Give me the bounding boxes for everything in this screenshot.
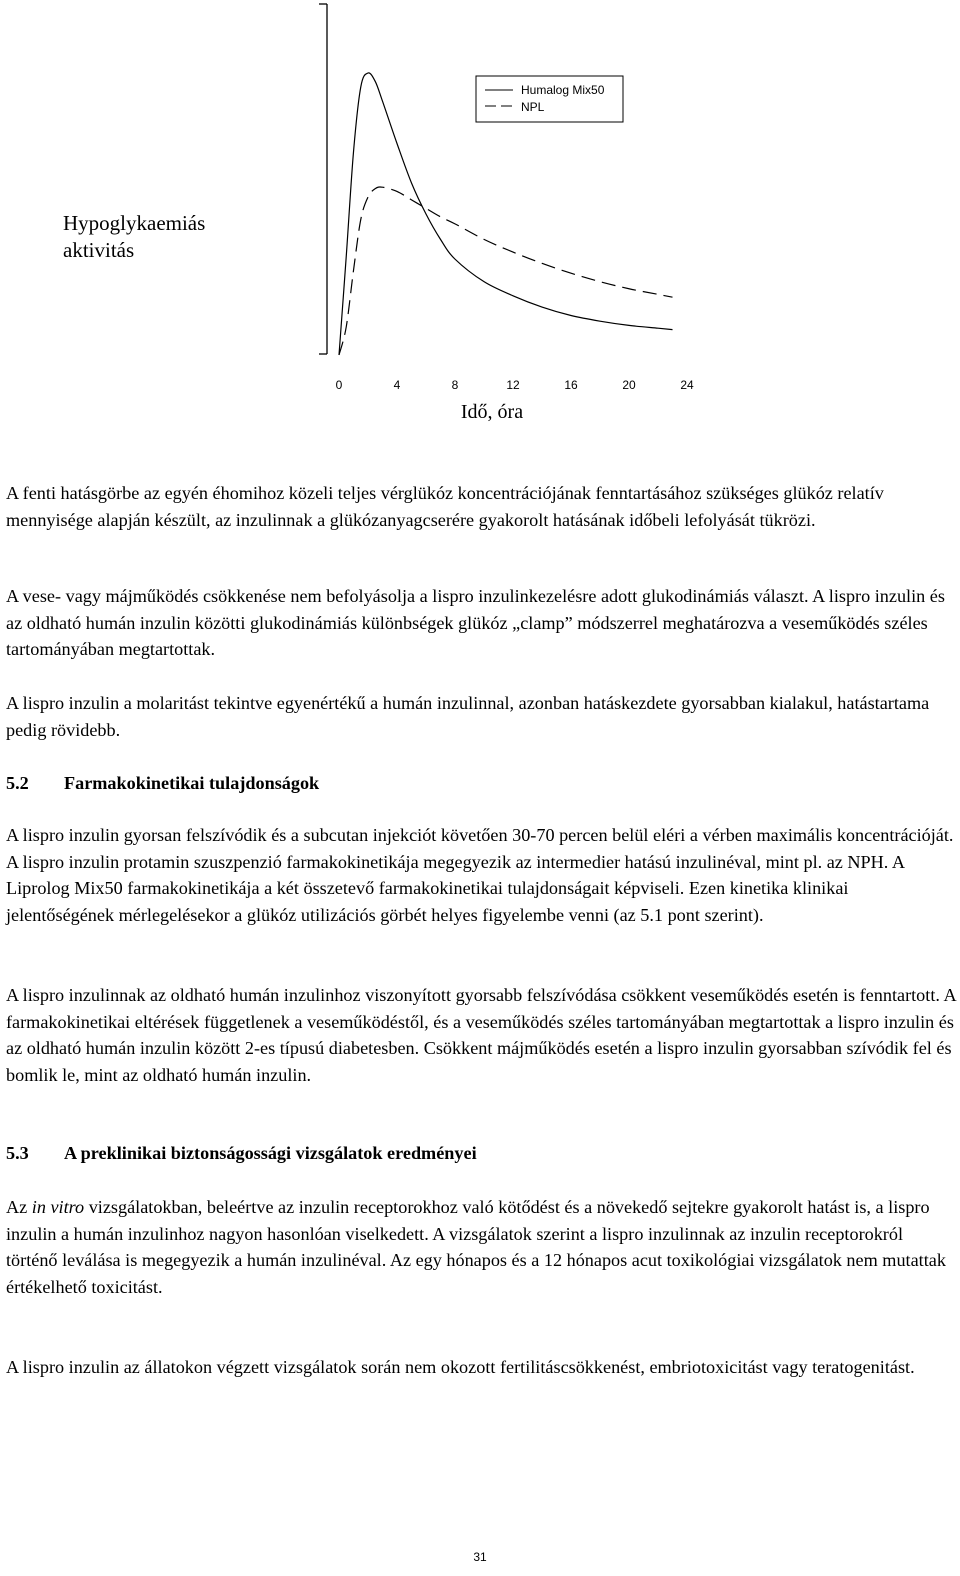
section-heading-5-3 <box>6 1140 477 1166</box>
activity-chart <box>0 0 960 440</box>
page-number: 31 <box>473 1550 487 1564</box>
section-heading-5-2 <box>6 770 319 796</box>
x-tick-label: 4 <box>393 378 401 392</box>
paragraph-6-rest: vizsgálatokban, beleértve az inzulin receptorokhoz való kötődést és a növekedő sejtekre gyakorolt hatást is, a lispro inzulin a humán inzulinhoz nagyon hasonlóan viselkedett. A vizsgálatok szerint a lispro inzulinnak az inzulin receptorokról történő leválása is megegyezik a humán inzulinéval. Az egy hónapos és a 12 hónapos acut toxikológiai vizsgálatok nem mutattak értékelhető toxicitást. <box>6 1197 946 1297</box>
paragraph-6-italic: in vitro <box>31 1197 85 1217</box>
x-tick-label: 12 <box>506 378 520 392</box>
section-title: A preklinikai biztonságossági vizsgálatok eredményei <box>64 1143 477 1163</box>
x-tick-label: 24 <box>680 378 694 392</box>
legend-label-npl: NPL <box>521 100 545 114</box>
paragraph-3: A lispro inzulin a molaritást tekintve egyenértékű a humán inzulinnal, azonban hatáskezdete gyorsabban kialakul, hatástartama pedig rövidebb. <box>6 693 930 740</box>
section-title: Farmakokinetikai tulajdonságok <box>64 773 320 793</box>
legend-label-humalog: Humalog Mix50 <box>521 83 605 97</box>
paragraph-1: A fenti hatásgörbe az egyén éhomihoz közeli teljes vérglükóz koncentrációjának fenntartásához szükséges glükóz relatív mennyisége alapján készült, az inzulinnak a glükózanyagcserére gyakorolt hatásának időbeli lefolyását tükrözi. <box>6 483 884 530</box>
paragraph-6-start: Az <box>6 1197 32 1217</box>
paragraph-7: A lispro inzulin az állatokon végzett vizsgálatok során nem okozott fertilitáscsökkenést, embriotoxicitást vagy teratogenitást. <box>6 1357 915 1377</box>
series-line-npl <box>339 187 673 355</box>
paragraph-5: A lispro inzulinnak az oldható humán inzulinhoz viszonyított gyorsabb felszívódása csökkent veseműködés esetén is fenntartott. A farmakokinetikai eltérések függetlenek a veseműködéstől, és a veseműködés széles tartományában megtartottak a lispro inzulin és az oldható humán inzulin között 2-es típusú diabetesben. Csökkent májműködés esetén a lispro inzulin gyorsabban szívódik fel és bomlik le, mint az oldható humán inzulin. <box>6 985 956 1085</box>
chart-x-axis-label: Idő, óra <box>460 401 524 423</box>
paragraph-2: A vese- vagy májműködés csökkenése nem befolyásolja a lispro inzulinkezelésre adott glukodinámiás választ. A lispro inzulin és az oldható humán inzulin közötti glukodinámiás különbségek glükóz „clamp” módszerrel meghatározva a veseműködés széles tartományában megtartottak. <box>6 586 945 660</box>
x-tick-label: 16 <box>564 378 578 392</box>
section-number: 5.3 <box>6 1143 29 1163</box>
section-number: 5.2 <box>6 773 29 793</box>
x-tick-label: 0 <box>335 378 343 392</box>
chart-y-axis-label: Hypoglykaemiás aktivitás <box>63 211 206 262</box>
x-tick-label: 8 <box>451 378 459 392</box>
x-tick-label: 20 <box>622 378 636 392</box>
paragraph-4: A lispro inzulin gyorsan felszívódik és a subcutan injekciót követően 30-70 percen belül eléri a vérben maximális koncentrációját. A lispro inzulin protamin szuszpenzió farmakokinetikája megegyezik az intermedier hatású inzulinéval, mint pl. az NPH. A Liprolog Mix50 farmakokinetikája a két összetevő farmakokinetikai tulajdonságait képviseli. Ezen kinetika klinikai jelentőségének mérlegelésekor a glükóz utilizációs görbét helyes figyelembe venni (az 5.1 pont szerint). <box>6 825 954 925</box>
paragraph-6 <box>6 1194 956 1300</box>
